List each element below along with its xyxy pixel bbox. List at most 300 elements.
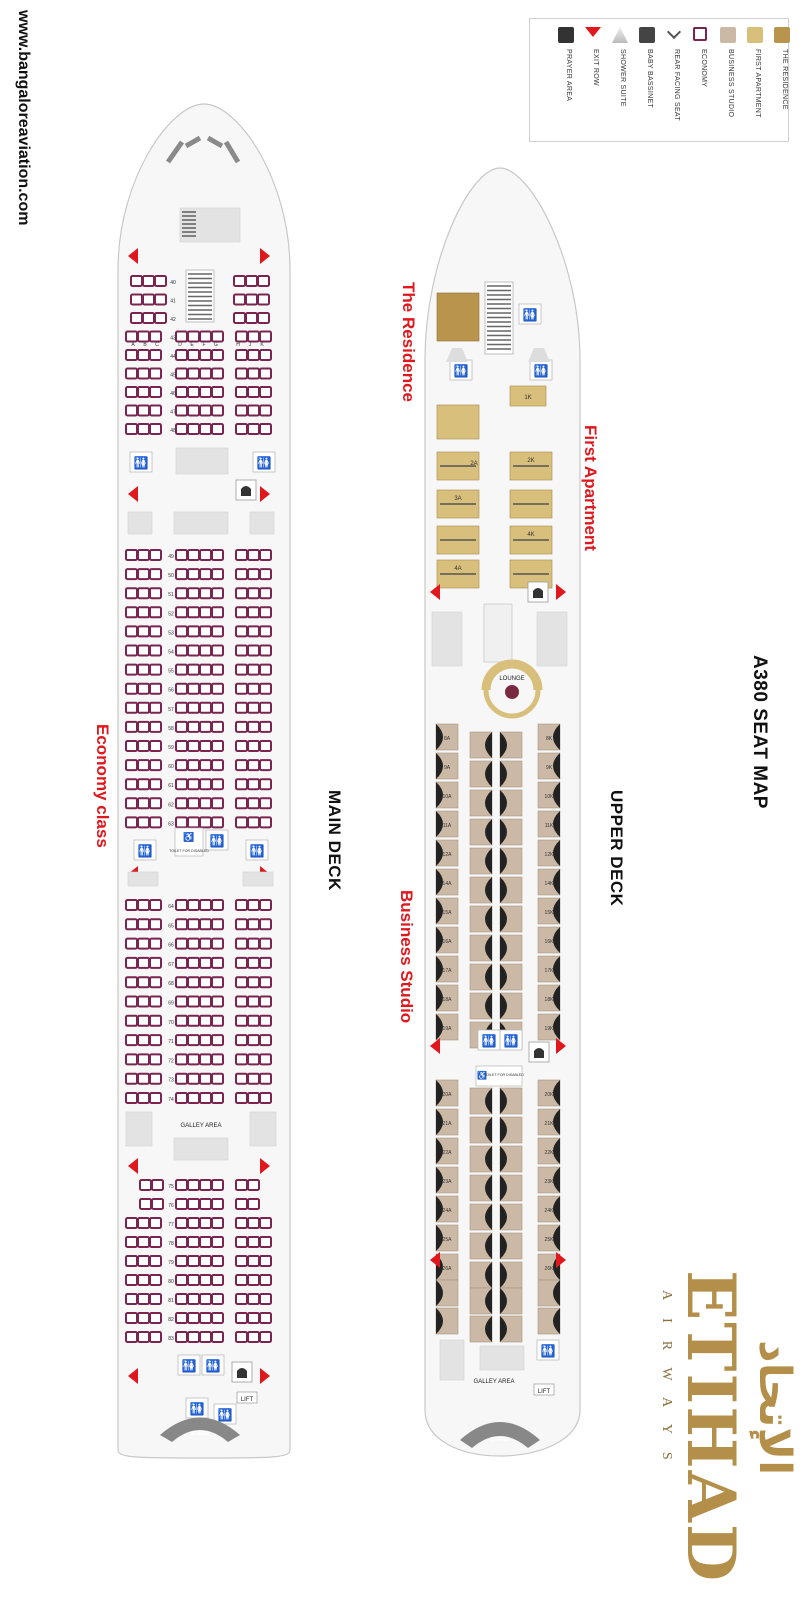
economy-seat xyxy=(150,665,161,675)
economy-seat xyxy=(236,1218,247,1228)
economy-seat xyxy=(143,276,154,286)
economy-seat xyxy=(150,332,161,342)
economy-seat xyxy=(260,958,271,968)
economy-seat xyxy=(152,1180,163,1190)
economy-seat xyxy=(176,1294,187,1304)
economy-seat xyxy=(138,1237,149,1247)
economy-seat xyxy=(138,977,149,987)
economy-seat xyxy=(200,1035,211,1045)
economy-seat xyxy=(188,1054,199,1064)
economy-seat xyxy=(138,332,149,342)
economy-seat xyxy=(236,958,247,968)
row-number: 83 xyxy=(168,1336,174,1342)
seat-label: 26K xyxy=(544,1266,554,1272)
economy-seat xyxy=(200,684,211,694)
economy-seat xyxy=(200,1332,211,1342)
economy-seat xyxy=(200,387,211,397)
economy-seat xyxy=(138,1294,149,1304)
economy-seat xyxy=(260,1093,271,1103)
legend-label: PRAYER AREA xyxy=(565,49,572,102)
economy-seat xyxy=(152,1199,163,1209)
economy-seat xyxy=(200,977,211,987)
economy-seat xyxy=(260,779,271,789)
economy-seat xyxy=(176,779,187,789)
seat-label: 15K xyxy=(544,910,554,916)
row-number: 41 xyxy=(170,298,176,305)
economy-seat xyxy=(260,569,271,579)
economy-seat xyxy=(260,684,271,694)
economy-seat xyxy=(150,1237,161,1247)
toilet-symbol: 🚻 xyxy=(522,308,538,322)
economy-seat xyxy=(248,1218,259,1228)
economy-seat xyxy=(248,1074,259,1084)
row-number: 78 xyxy=(168,1241,174,1247)
column-letter: B xyxy=(143,342,147,348)
economy-seat xyxy=(138,798,149,808)
row-number: 57 xyxy=(168,706,174,713)
economy-seat xyxy=(138,588,149,598)
seat-label: 16K xyxy=(544,939,554,945)
stairs-label: STAIRS xyxy=(491,1437,509,1443)
seat-label: 19A xyxy=(442,1026,452,1032)
economy-seat xyxy=(200,1016,211,1026)
economy-seat xyxy=(260,1256,271,1266)
economy-seat xyxy=(155,276,166,286)
economy-seat xyxy=(248,997,259,1007)
galley-label: GALLEY AREA xyxy=(473,1379,515,1385)
row-number: 45 xyxy=(170,372,176,379)
economy-seat xyxy=(176,1035,187,1045)
economy-seat xyxy=(126,588,137,598)
economy-seat xyxy=(200,1313,211,1323)
economy-seat xyxy=(260,387,271,397)
economy-seat xyxy=(212,919,223,929)
economy-seat xyxy=(212,1054,223,1064)
row-number: 43 xyxy=(170,335,176,342)
row-number: 42 xyxy=(170,317,176,323)
economy-seat xyxy=(126,1256,137,1266)
economy-seat xyxy=(138,703,149,713)
column-letter: C xyxy=(155,342,159,348)
row-number: 58 xyxy=(168,725,174,732)
row-number: 46 xyxy=(170,391,176,397)
galley-block xyxy=(176,448,228,474)
economy-seat xyxy=(236,1199,247,1209)
seat-label: 8A xyxy=(443,736,451,742)
residence-callout: The Residence xyxy=(399,282,418,402)
economy-seat xyxy=(138,424,149,434)
row-number: 55 xyxy=(168,668,174,675)
economy-seat xyxy=(176,607,187,617)
economy-seat xyxy=(236,703,247,713)
seat-label: 10A xyxy=(442,794,452,800)
economy-seat xyxy=(176,1256,187,1266)
economy-seat xyxy=(150,588,161,598)
economy-seat xyxy=(176,703,187,713)
economy-seat xyxy=(150,1294,161,1304)
economy-seat xyxy=(138,919,149,929)
economy-seat xyxy=(188,1199,199,1209)
economy-seat xyxy=(248,958,259,968)
economy-seat xyxy=(246,295,257,305)
seat-label: 8K xyxy=(545,736,553,742)
economy-seat xyxy=(212,350,223,360)
economy-seat xyxy=(200,939,211,949)
economy-seat xyxy=(212,817,223,827)
economy-seat xyxy=(212,387,223,397)
economy-seat xyxy=(260,406,271,416)
economy-seat xyxy=(126,406,137,416)
economy-seat xyxy=(200,919,211,929)
economy-seat xyxy=(248,703,259,713)
economy-seat xyxy=(260,665,271,675)
toilet-symbol: 🚻 xyxy=(181,1359,197,1373)
economy-seat xyxy=(236,569,247,579)
economy-seat xyxy=(176,919,187,929)
service-area xyxy=(537,612,567,666)
economy-seat xyxy=(200,1054,211,1064)
economy-seat xyxy=(188,900,199,910)
economy-seat xyxy=(138,626,149,636)
economy-seat xyxy=(200,646,211,656)
economy-seat xyxy=(260,1035,271,1045)
row-number: 72 xyxy=(168,1058,174,1065)
economy-seat xyxy=(150,1054,161,1064)
service-area xyxy=(126,1112,152,1146)
economy-seat xyxy=(200,406,211,416)
economy-seat xyxy=(260,1275,271,1285)
economy-seat xyxy=(260,588,271,598)
seat-label: 25K xyxy=(544,1237,554,1243)
economy-seat xyxy=(212,1313,223,1323)
column-letter: H xyxy=(236,342,240,348)
seat-label: 16A xyxy=(442,939,452,945)
service-area xyxy=(250,1112,276,1146)
seat-label: 22K xyxy=(544,1150,554,1156)
economy-seat xyxy=(188,332,199,342)
economy-seat xyxy=(200,550,211,560)
economy-seat xyxy=(150,722,161,732)
economy-seat xyxy=(188,369,199,379)
toilet-symbol: 🚻 xyxy=(217,1408,233,1422)
economy-seat xyxy=(212,607,223,617)
economy-seat xyxy=(212,1237,223,1247)
economy-seat xyxy=(248,1294,259,1304)
economy-seat xyxy=(236,900,247,910)
economy-seat xyxy=(188,958,199,968)
service-area xyxy=(174,1138,228,1160)
toilet-symbol: 🚻 xyxy=(503,1034,519,1048)
prayer-dome xyxy=(533,588,543,598)
economy-seat xyxy=(200,424,211,434)
economy-seat xyxy=(188,626,199,636)
economy-seat xyxy=(200,1256,211,1266)
service-area xyxy=(128,872,158,886)
seat-label: 12A xyxy=(442,852,452,858)
economy-seat xyxy=(248,406,259,416)
economy-seat xyxy=(176,588,187,598)
main-deck-label: MAIN DECK xyxy=(325,790,344,891)
economy-seat xyxy=(150,1093,161,1103)
economy-seat xyxy=(138,1218,149,1228)
economy-seat xyxy=(236,1256,247,1266)
economy-seat xyxy=(126,607,137,617)
economy-seat xyxy=(200,760,211,770)
economy-seat xyxy=(188,1332,199,1342)
row-number: 51 xyxy=(168,592,174,599)
economy-seat xyxy=(150,550,161,560)
economy-seat xyxy=(260,626,271,636)
seat-label: 4A xyxy=(454,566,462,572)
economy-seat xyxy=(176,684,187,694)
column-letter: G xyxy=(214,342,218,348)
economy-seat xyxy=(236,646,247,656)
economy-seat xyxy=(212,550,223,560)
seat-label: 9K xyxy=(545,765,553,771)
seat-label: 10K xyxy=(544,794,554,800)
row-number: 62 xyxy=(168,802,174,809)
seat-label: 1K xyxy=(524,395,532,401)
economy-seat xyxy=(212,1016,223,1026)
lounge-table xyxy=(505,685,519,699)
economy-seat xyxy=(236,387,247,397)
economy-seat xyxy=(236,1074,247,1084)
row-number: 48 xyxy=(170,428,176,434)
economy-seat xyxy=(176,332,187,342)
seat-label: 20A xyxy=(442,1092,452,1098)
economy-callout: Economy class xyxy=(93,724,112,848)
economy-seat xyxy=(150,1218,161,1228)
economy-seat xyxy=(150,684,161,694)
economy-seat xyxy=(260,919,271,929)
economy-seat xyxy=(260,798,271,808)
economy-seat xyxy=(200,798,211,808)
economy-seat xyxy=(260,1074,271,1084)
economy-seat xyxy=(138,665,149,675)
economy-seat xyxy=(138,939,149,949)
economy-seat xyxy=(236,741,247,751)
economy-seat xyxy=(234,313,245,323)
first-apartment-callout: First Apartment xyxy=(581,425,600,551)
seat-label: 2A xyxy=(470,461,478,467)
economy-seat xyxy=(188,1093,199,1103)
economy-seat xyxy=(176,1332,187,1342)
economy-seat xyxy=(176,1313,187,1323)
wheelchair-icon: ♿ xyxy=(183,832,195,842)
economy-seat xyxy=(248,1256,259,1266)
economy-seat xyxy=(212,626,223,636)
economy-seat xyxy=(176,1218,187,1228)
economy-seat xyxy=(126,1294,137,1304)
economy-seat xyxy=(138,1035,149,1045)
economy-seat xyxy=(248,817,259,827)
economy-seat xyxy=(150,1275,161,1285)
economy-seat xyxy=(200,1093,211,1103)
seat-label: 12K xyxy=(544,852,554,858)
economy-seat xyxy=(248,1054,259,1064)
economy-seat xyxy=(131,276,142,286)
economy-seat xyxy=(258,295,269,305)
seat-label: 17K xyxy=(544,968,554,974)
economy-seat xyxy=(150,977,161,987)
economy-seat xyxy=(126,1054,137,1064)
economy-seat xyxy=(236,369,247,379)
economy-seat xyxy=(200,817,211,827)
economy-seat xyxy=(138,722,149,732)
economy-seat xyxy=(126,977,137,987)
economy-seat xyxy=(188,387,199,397)
economy-seat xyxy=(138,1332,149,1342)
economy-seat xyxy=(131,295,142,305)
residence-living xyxy=(437,405,479,439)
economy-seat xyxy=(236,722,247,732)
economy-seat xyxy=(126,369,137,379)
toilet-symbol: 🚻 xyxy=(540,1344,556,1358)
economy-seat xyxy=(126,741,137,751)
row-number: 50 xyxy=(168,573,174,580)
row-number: 79 xyxy=(168,1260,174,1266)
seat-label: 14A xyxy=(442,881,452,887)
seat-label: 22A xyxy=(442,1150,452,1156)
economy-seat xyxy=(126,958,137,968)
legend-label: ECONOMY xyxy=(700,49,707,88)
economy-seat xyxy=(212,997,223,1007)
economy-seat xyxy=(126,1093,137,1103)
residence-bedroom xyxy=(437,293,479,341)
economy-seat xyxy=(188,1237,199,1247)
economy-seat xyxy=(212,798,223,808)
economy-seat xyxy=(150,1035,161,1045)
economy-seat xyxy=(188,939,199,949)
economy-seat xyxy=(236,1180,247,1190)
economy-seat xyxy=(150,919,161,929)
economy-seat xyxy=(260,1237,271,1247)
economy-seat xyxy=(260,607,271,617)
economy-seat xyxy=(188,424,199,434)
row-number: 82 xyxy=(168,1317,174,1323)
economy-seat xyxy=(260,1313,271,1323)
economy-seat xyxy=(126,703,137,713)
row-number: 77 xyxy=(168,1222,174,1228)
economy-seat xyxy=(143,313,154,323)
economy-seat xyxy=(126,665,137,675)
galley-label: GALLEY AREA xyxy=(180,1123,222,1129)
economy-seat xyxy=(212,741,223,751)
economy-seat xyxy=(236,760,247,770)
legend-label: SHOWER SUITE xyxy=(619,49,626,107)
economy-seat xyxy=(176,977,187,987)
economy-seat xyxy=(138,1256,149,1266)
row-number: 49 xyxy=(168,554,174,560)
economy-seat xyxy=(260,350,271,360)
economy-seat xyxy=(212,665,223,675)
economy-seat xyxy=(248,646,259,656)
prayer-dome xyxy=(237,1368,247,1378)
economy-seat xyxy=(248,779,259,789)
economy-seat xyxy=(212,939,223,949)
economy-seat xyxy=(188,1016,199,1026)
economy-seat xyxy=(248,900,259,910)
economy-seat xyxy=(188,798,199,808)
economy-seat xyxy=(260,646,271,656)
economy-seat xyxy=(212,588,223,598)
economy-seat xyxy=(138,817,149,827)
economy-seat xyxy=(200,1237,211,1247)
economy-seat xyxy=(155,313,166,323)
toilet-symbol: 🚻 xyxy=(481,1034,497,1048)
economy-seat xyxy=(200,722,211,732)
economy-seat xyxy=(248,424,259,434)
economy-seat xyxy=(176,1074,187,1084)
economy-seat xyxy=(212,1256,223,1266)
economy-seat xyxy=(176,1054,187,1064)
economy-seat xyxy=(260,997,271,1007)
row-number: 47 xyxy=(170,409,176,416)
economy-seat xyxy=(248,607,259,617)
economy-seat xyxy=(236,798,247,808)
economy-seat xyxy=(248,1237,259,1247)
lift-label: LIFT xyxy=(537,1389,551,1395)
economy-seat xyxy=(248,350,259,360)
economy-seat xyxy=(176,741,187,751)
economy-seat xyxy=(236,1035,247,1045)
economy-seat xyxy=(176,1180,187,1190)
economy-seat xyxy=(126,722,137,732)
economy-seat xyxy=(200,350,211,360)
toilet-symbol: 🚻 xyxy=(249,844,265,858)
toilet-symbol: 🚻 xyxy=(453,364,469,378)
etihad-logo xyxy=(640,1260,800,1584)
column-letter: E xyxy=(190,342,194,348)
economy-seat xyxy=(188,760,199,770)
wheelchair-icon: ♿ xyxy=(477,1071,487,1080)
economy-seat xyxy=(150,703,161,713)
economy-seat xyxy=(236,1275,247,1285)
economy-seat xyxy=(236,1313,247,1323)
toilet-symbol: 🚻 xyxy=(137,844,153,858)
economy-seat xyxy=(138,958,149,968)
economy-seat xyxy=(200,626,211,636)
economy-seat xyxy=(176,1199,187,1209)
economy-seat xyxy=(188,919,199,929)
economy-seat xyxy=(260,817,271,827)
economy-seat xyxy=(150,1332,161,1342)
economy-seat xyxy=(138,997,149,1007)
lounge-label: LOUNGE xyxy=(499,676,525,682)
economy-seat xyxy=(212,779,223,789)
economy-seat xyxy=(150,939,161,949)
economy-seat xyxy=(248,369,259,379)
economy-seat xyxy=(188,977,199,987)
economy-seat xyxy=(188,1035,199,1045)
economy-seat xyxy=(248,1313,259,1323)
economy-seat xyxy=(212,900,223,910)
economy-seat xyxy=(150,569,161,579)
toilet-symbol: 🚻 xyxy=(133,456,149,470)
economy-seat xyxy=(236,684,247,694)
economy-seat xyxy=(138,1074,149,1084)
economy-seat xyxy=(150,817,161,827)
service-area xyxy=(432,612,462,666)
legend-label: THE RESIDENCE xyxy=(781,49,788,110)
economy-seat xyxy=(248,1035,259,1045)
economy-seat xyxy=(188,1180,199,1190)
economy-seat xyxy=(188,722,199,732)
economy-seat xyxy=(150,798,161,808)
economy-seat xyxy=(212,1035,223,1045)
prayer-dome xyxy=(534,1048,544,1058)
economy-seat xyxy=(150,997,161,1007)
